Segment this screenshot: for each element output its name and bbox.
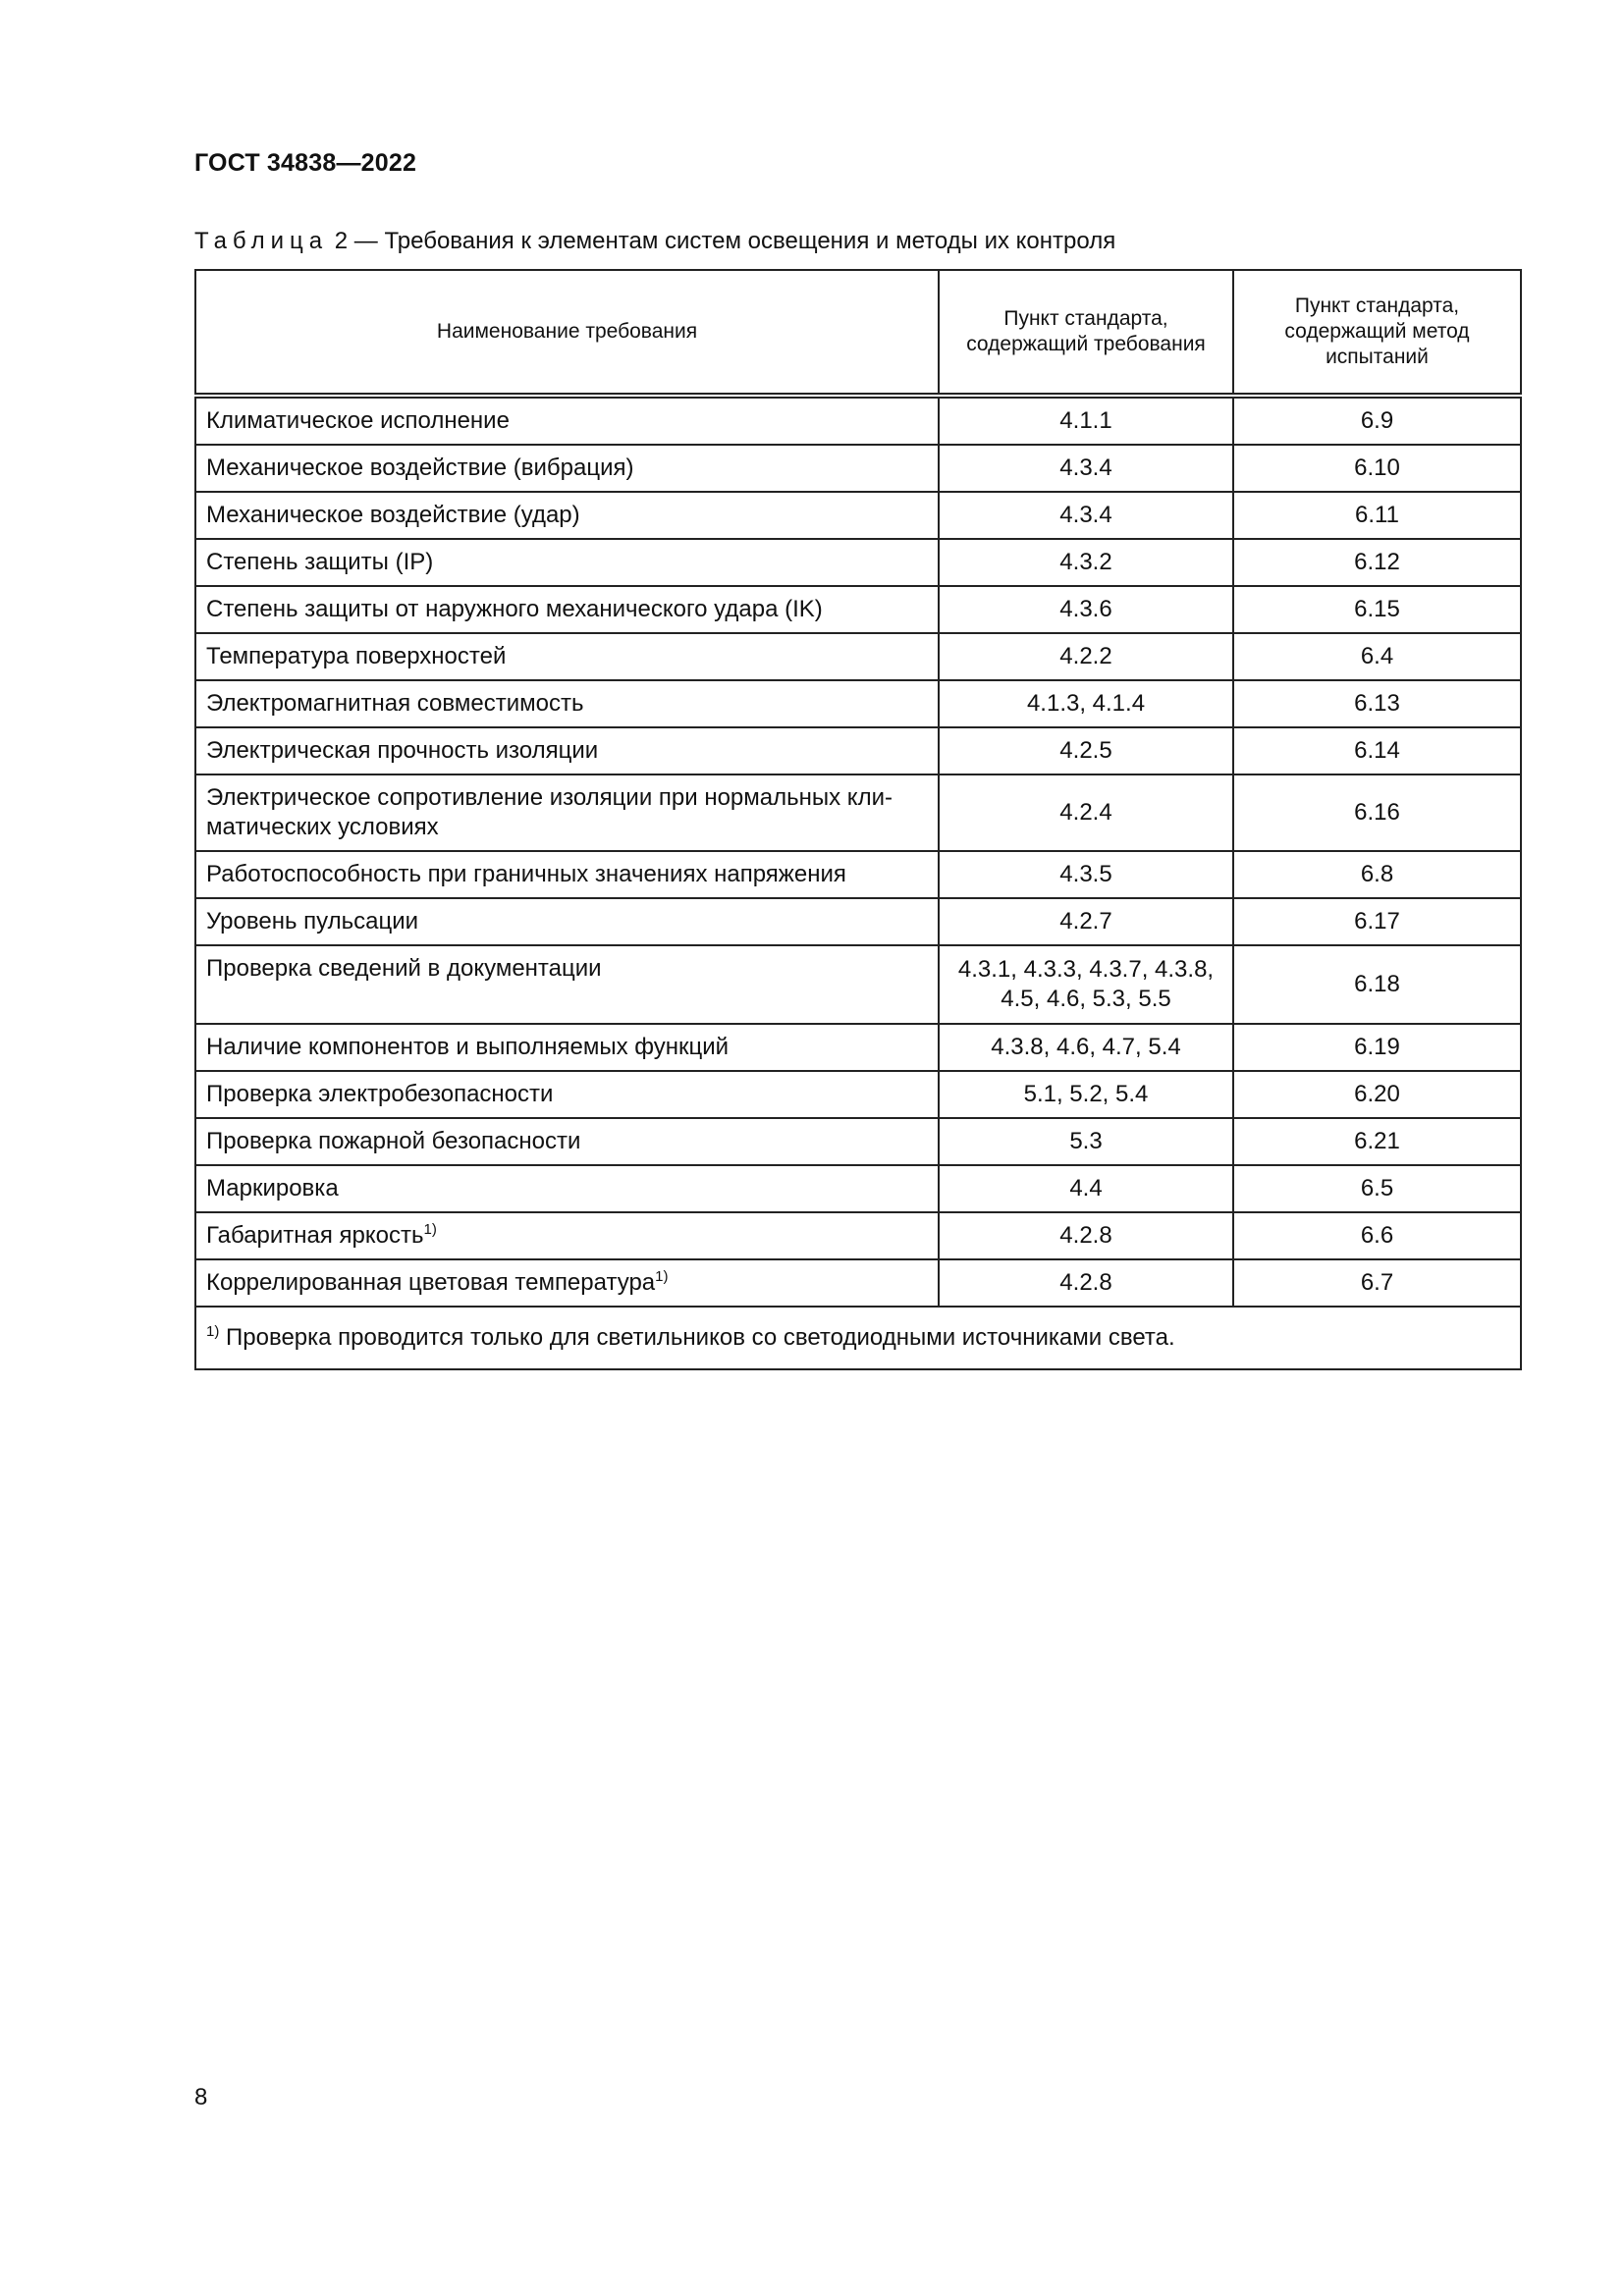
table-row xyxy=(195,898,1521,945)
requirement-clause: 4.3.5 xyxy=(939,851,1233,898)
table-row xyxy=(195,1212,1521,1259)
footnote-text: Проверка проводится только для светильников со светодиодными источниками света. xyxy=(219,1324,1175,1351)
test-clause: 6.13 xyxy=(1233,680,1521,727)
header-requirement-clause: Пункт стандарта, содержащий требования xyxy=(939,270,1233,396)
document-code: ГОСТ 34838—2022 xyxy=(194,149,417,177)
requirement-clause: 4.2.5 xyxy=(939,727,1233,774)
requirement-name: Габаритная яркость xyxy=(206,1222,424,1249)
requirement-name: Электрическая прочность изоляции xyxy=(195,727,939,774)
table-row xyxy=(195,445,1521,492)
test-clause: 6.16 xyxy=(1233,774,1521,851)
requirement-clause: 4.3.8, 4.6, 4.7, 5.4 xyxy=(939,1024,1233,1071)
requirements-table xyxy=(194,269,1522,1370)
test-clause: 6.5 xyxy=(1233,1165,1521,1212)
requirement-clause: 5.1, 5.2, 5.4 xyxy=(939,1071,1233,1118)
page-number: 8 xyxy=(194,2084,208,2110)
caption-label: Таблица xyxy=(194,228,329,254)
table-row xyxy=(195,586,1521,633)
requirement-clause: 4.1.3, 4.1.4 xyxy=(939,680,1233,727)
test-clause: 6.14 xyxy=(1233,727,1521,774)
test-clause: 6.21 xyxy=(1233,1118,1521,1165)
test-clause: 6.9 xyxy=(1233,396,1521,445)
requirement-name: Механическое воздействие (вибрация) xyxy=(195,445,939,492)
requirement-name: Степень защиты от наружного механического удара (IK) xyxy=(195,586,939,633)
test-clause: 6.17 xyxy=(1233,898,1521,945)
test-clause: 6.12 xyxy=(1233,539,1521,586)
table-caption xyxy=(194,228,1115,255)
test-clause: 6.15 xyxy=(1233,586,1521,633)
table-row xyxy=(195,1118,1521,1165)
table-row xyxy=(195,492,1521,539)
requirement-name: Маркировка xyxy=(195,1165,939,1212)
header-test-clause: Пункт стандарта, содержащий метод испытаний xyxy=(1233,270,1521,396)
requirement-clause: 4.4 xyxy=(939,1165,1233,1212)
requirement-clause: 4.2.2 xyxy=(939,633,1233,680)
requirement-name: Проверка сведений в документации xyxy=(195,945,939,1024)
table-row xyxy=(195,727,1521,774)
requirement-name: Уровень пульсации xyxy=(195,898,939,945)
test-clause: 6.7 xyxy=(1233,1259,1521,1307)
requirement-clause: 4.3.2 xyxy=(939,539,1233,586)
requirement-name: Проверка пожарной безопасности xyxy=(195,1118,939,1165)
requirement-name: Механическое воздействие (удар) xyxy=(195,492,939,539)
test-clause: 6.18 xyxy=(1233,945,1521,1024)
requirement-clause: 4.3.6 xyxy=(939,586,1233,633)
test-clause: 6.20 xyxy=(1233,1071,1521,1118)
table-row xyxy=(195,1071,1521,1118)
requirement-name: Коррелированная цветовая температура xyxy=(206,1269,656,1296)
table-row xyxy=(195,539,1521,586)
requirement-name: Электрическое сопротивление изоляции при нормальных кли-матических условиях xyxy=(195,774,939,851)
requirement-clause: 5.3 xyxy=(939,1118,1233,1165)
requirement-name-cell xyxy=(195,1212,939,1259)
table-row xyxy=(195,945,1521,1024)
table-footnote-row xyxy=(195,1307,1521,1369)
test-clause: 6.11 xyxy=(1233,492,1521,539)
requirement-name: Климатическое исполнение xyxy=(195,396,939,445)
requirement-clause: 4.2.8 xyxy=(939,1259,1233,1307)
requirement-clause: 4.3.4 xyxy=(939,492,1233,539)
table-header-row xyxy=(195,270,1521,396)
table-row xyxy=(195,774,1521,851)
requirement-clause: 4.1.1 xyxy=(939,396,1233,445)
requirement-clause: 4.3.4 xyxy=(939,445,1233,492)
requirement-name: Степень защиты (IP) xyxy=(195,539,939,586)
caption-text: 2 — Требования к элементам систем освещения и методы их контроля xyxy=(328,228,1116,254)
requirement-name: Работоспособность при граничных значениях напряжения xyxy=(195,851,939,898)
table-row xyxy=(195,1024,1521,1071)
requirement-name: Электромагнитная совместимость xyxy=(195,680,939,727)
requirement-name: Наличие компонентов и выполняемых функций xyxy=(195,1024,939,1071)
footnote-ref: 1) xyxy=(423,1221,437,1238)
test-clause: 6.8 xyxy=(1233,851,1521,898)
requirement-clause: 4.3.1, 4.3.3, 4.3.7, 4.3.8, 4.5, 4.6, 5.3, 5.5 xyxy=(939,945,1233,1024)
test-clause: 6.6 xyxy=(1233,1212,1521,1259)
table-row xyxy=(195,396,1521,445)
footnote-mark: 1) xyxy=(206,1323,220,1340)
header-requirement-name: Наименование требования xyxy=(195,270,939,396)
test-clause: 6.4 xyxy=(1233,633,1521,680)
table-row xyxy=(195,851,1521,898)
table-row xyxy=(195,1165,1521,1212)
test-clause: 6.19 xyxy=(1233,1024,1521,1071)
test-clause: 6.10 xyxy=(1233,445,1521,492)
footnote-ref: 1) xyxy=(655,1268,669,1285)
requirement-clause: 4.2.4 xyxy=(939,774,1233,851)
requirement-clause: 4.2.7 xyxy=(939,898,1233,945)
requirement-name: Температура поверхностей xyxy=(195,633,939,680)
table-row xyxy=(195,680,1521,727)
requirement-name-cell xyxy=(195,1259,939,1307)
table-row xyxy=(195,633,1521,680)
requirement-clause: 4.2.8 xyxy=(939,1212,1233,1259)
table-footnote xyxy=(195,1307,1521,1369)
table-row xyxy=(195,1259,1521,1307)
requirement-name: Проверка электробезопасности xyxy=(195,1071,939,1118)
